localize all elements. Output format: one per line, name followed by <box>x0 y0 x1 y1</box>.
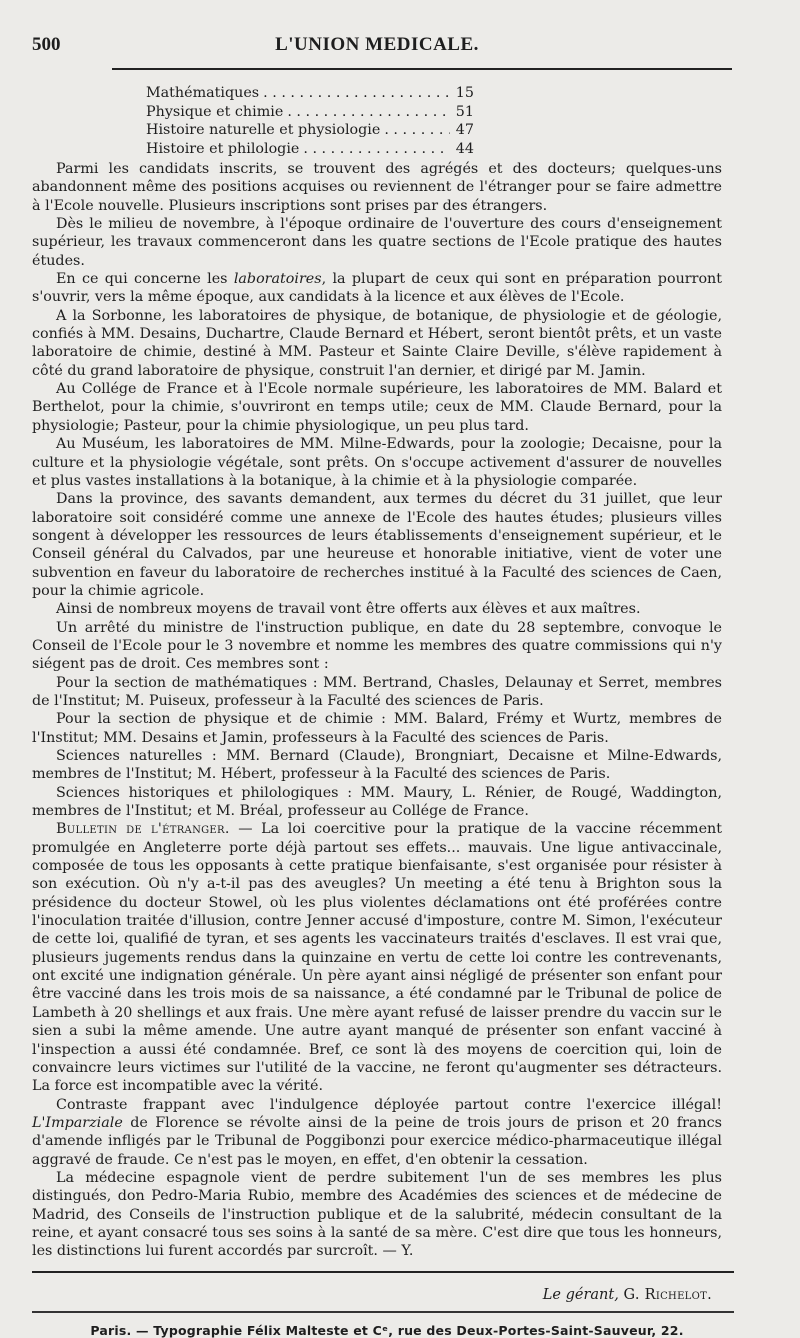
paragraph-college-de-france: Au Collége de France et à l'Ecole normale supérieure, les laboratoires de MM. Balard et Berthelot, pour la chimie, s'ouvriront en temps utile; ceux de MM. Claude Bernard, pour la physiologie; Pasteur, pour la chimie physiologique, un peu plus tard. <box>32 381 722 434</box>
signature-name: G. Richelot. <box>623 1286 712 1303</box>
tally-row <box>146 84 474 103</box>
text-run: En ce qui concerne les <box>56 271 234 288</box>
italic-term: laboratoires <box>233 271 322 288</box>
leader-dots <box>303 140 450 159</box>
tally-row <box>146 121 474 140</box>
text-run: Contraste frappant avec l'indulgence déployée partout contre l'exercice illégal! <box>56 1096 722 1113</box>
paragraph-province: Dans la province, des savants demandent, aux termes du décret du 31 juillet, que leur laboratoire soit considéré comme une annexe de l'Ecole des hautes études; plusieurs villes songent à développer les ressources de leurs établissements d'enseignement supérieur, et le Conseil général du Calvados, par une heureuse et honorable initiative, vient de voter une subvention en faveur du laboratoire de recherches institué à la Faculté des sciences de Caen, pour la chimie agricole. <box>32 491 722 599</box>
paragraph-contrast <box>32 1096 722 1169</box>
text-run: — La loi coercitive pour la pratique de la vaccine récemment promulgée en Angleterre porte déjà partout ses effets... mauvais. Une ligue antivaccinale, composée de tous les opposants à cette pratique bienfaisante, s'est organisée pour résister à son exécution. Où n'y a-t-il pas des aveugles? Un meeting a été tenu à Brighton sous la présidence du docteur Stowel, où les plus violentes déclamations ont été proférées contre l'inoculation traitée d'illusion, contre Jenner accusé d'imposture, contre M. Simon, l'exécuteur de cette loi, qualifié de tyran, et ses agents les vaccinateurs traités d'esclaves. Il est vrai que, plusieurs jugements rendus dans la quinzaine en vertu de cette loi contre les contrevenants, ont excité une indignation générale. Un père ayant ainsi négligé de présenter son enfant pour être vacciné dans les trois mois de sa naissance, a été condamné par le Tribunal de police de Lambeth à 20 shellings et aux frais. Une mère ayant refusé de laisser prendre du vaccin sur le sien a subi la même amende. Une autre ayant manqué de présenter son enfant vacciné à l'inspection a aussi été condamnée. Bref, ce sont là des moyens de coercition qui, loin de convaincre leurs victimes sur l'utilité de la vaccine, ne feront qu'augmenter ses détracteurs. La force est incompatible avec la vérité. <box>32 821 722 1095</box>
running-head: L'UNION MEDICALE. <box>275 34 479 55</box>
header-rule <box>112 68 732 70</box>
printer-imprint: Paris. — Typographie Félix Malteste et Cᵉ, rue des Deux-Portes-Saint-Sauveur, 22. <box>90 1322 684 1338</box>
paragraph-historical-sciences: Sciences historiques et philologiques : MM. Maury, L. Rénier, de Rougé, Waddington, membres de l'Institut; et M. Bréal, professeur au Collége de France. <box>32 784 722 820</box>
paragraph-foreign-bulletin <box>32 820 722 1095</box>
tally-value: 44 <box>455 140 474 157</box>
leader-dots <box>263 84 450 103</box>
page-number: 500 <box>32 34 61 55</box>
leader-dots <box>384 121 450 140</box>
paragraph-decree: Un arrêté du ministre de l'instruction publique, en date du 28 septembre, convoque le Conseil de l'Ecole pour le 3 novembre et nomme les membres des quatre commissions qui n'y siégent pas de droit. Ces membres sont : <box>32 619 722 673</box>
paragraph-mathematics-section: Pour la section de mathématiques : MM. Bertrand, Chasles, Delaunay et Serret, membres de l'Institut; M. Puiseux, professeur à la Faculté des sciences de Paris. <box>32 674 722 709</box>
paragraph-november: Dès le milieu de novembre, à l'époque ordinaire de l'ouverture des cours d'enseignement supérieur, les travaux commenceront dans les quatre sections de l'Ecole pratique des hautes études. <box>32 216 722 269</box>
leader-dots <box>287 103 450 122</box>
paragraph-means: Ainsi de nombreux moyens de travail vont être offerts aux élèves et aux maîtres. <box>56 601 641 618</box>
tally-label: Mathématiques <box>146 85 260 101</box>
text-run: de Florence se révolte ainsi de la peine de trois jours de prison et 20 francs d'amende infligés par le Tribunal de Poggibonzi pour exercice médico-pharmaceutique illégal aggravé de fraude. Ce n'est pas le moyen, en effet, d'en obtenir la cessation. <box>32 1114 722 1168</box>
signature-role: Le gérant, <box>542 1286 619 1303</box>
paragraph-sorbonne: A la Sorbonne, les laboratoires de physique, de botanique, de physiologie et de géologie, confiés à MM. Desains, Duchartre, Claude Bernard et Hébert, seront bientôt prêts, et un vaste laboratoire de chimie, destiné à MM. Pasteur et Sainte Claire Deville, s'élève rapidement à côté du grand laboratoire de physique, construit l'an dernier, et dirigé par M. Jamin. <box>32 307 722 379</box>
tally-value: 51 <box>455 103 474 120</box>
paragraph-candidates: Parmi les candidats inscrits, se trouvent des agrégés et des docteurs; quelques-uns abandonnent même des positions acquises ou reviennent de l'étranger pour se faire admettre à l'Ecole nouvelle. Plusieurs inscriptions sont prises par des étrangers. <box>32 161 722 214</box>
tally-value: 15 <box>455 85 474 101</box>
tally-value: 47 <box>455 122 474 138</box>
imprint-rule <box>32 1311 734 1313</box>
signature <box>32 1287 712 1303</box>
tally-row <box>146 103 474 122</box>
article-body <box>32 160 722 1261</box>
paragraph-physics-section: Pour la section de physique et de chimie : MM. Balard, Frémy et Wurtz, membres de l'Institut; MM. Desains et Jamin, professeurs à la Faculté des sciences de Paris. <box>32 711 722 746</box>
tally-label: Physique et chimie <box>146 103 284 120</box>
paragraph-laboratories <box>32 270 722 307</box>
paragraph-natural-sciences: Sciences naturelles : MM. Bernard (Claude), Brongniart, Decaisne et Milne-Edwards, membres de l'Institut; M. Hébert, professeur à la Faculté des sciences de Paris. <box>32 748 722 783</box>
text-run: , la plupart de ceux qui sont en préparation pourront s'ouvrir, vers la même époque, aux candidats à la licence et aux élèves de l'Ecole. <box>32 271 722 306</box>
paragraph-museum: Au Muséum, les laboratoires de MM. Milne-Edwards, pour la zoologie; Decaisne, pour la culture et la physiologie végétale, sont prêts. On s'occupe activement d'assurer de nouvelles et plus vastes installations à la botanique, à la chimie et à la physiologie comparée. <box>32 436 722 489</box>
tally-label: Histoire naturelle et physiologie <box>146 122 381 138</box>
paragraph-obituary: La médecine espagnole vient de perdre subitement l'un de ses membres les plus distingués, don Pedro-Maria Rubio, membre des Académies des sciences et de médecine de Madrid, des Conseils de l'instruction publique et de la salubrité, médecin consultant de la reine, et ayant consacré tous ses soins à la santé de sa mère. C'est dire que tous les honneurs, les distinctions lui furent accordés par surcroît. — Y. <box>32 1169 722 1260</box>
tally-row <box>146 140 474 159</box>
italic-title: L'Imparziale <box>32 1114 123 1131</box>
candidate-tally <box>32 84 722 158</box>
footer-rule <box>32 1271 734 1273</box>
tally-label: Histoire et philologie <box>146 140 300 157</box>
page-header <box>32 30 722 64</box>
section-heading: Bulletin de l'étranger. <box>56 821 230 838</box>
